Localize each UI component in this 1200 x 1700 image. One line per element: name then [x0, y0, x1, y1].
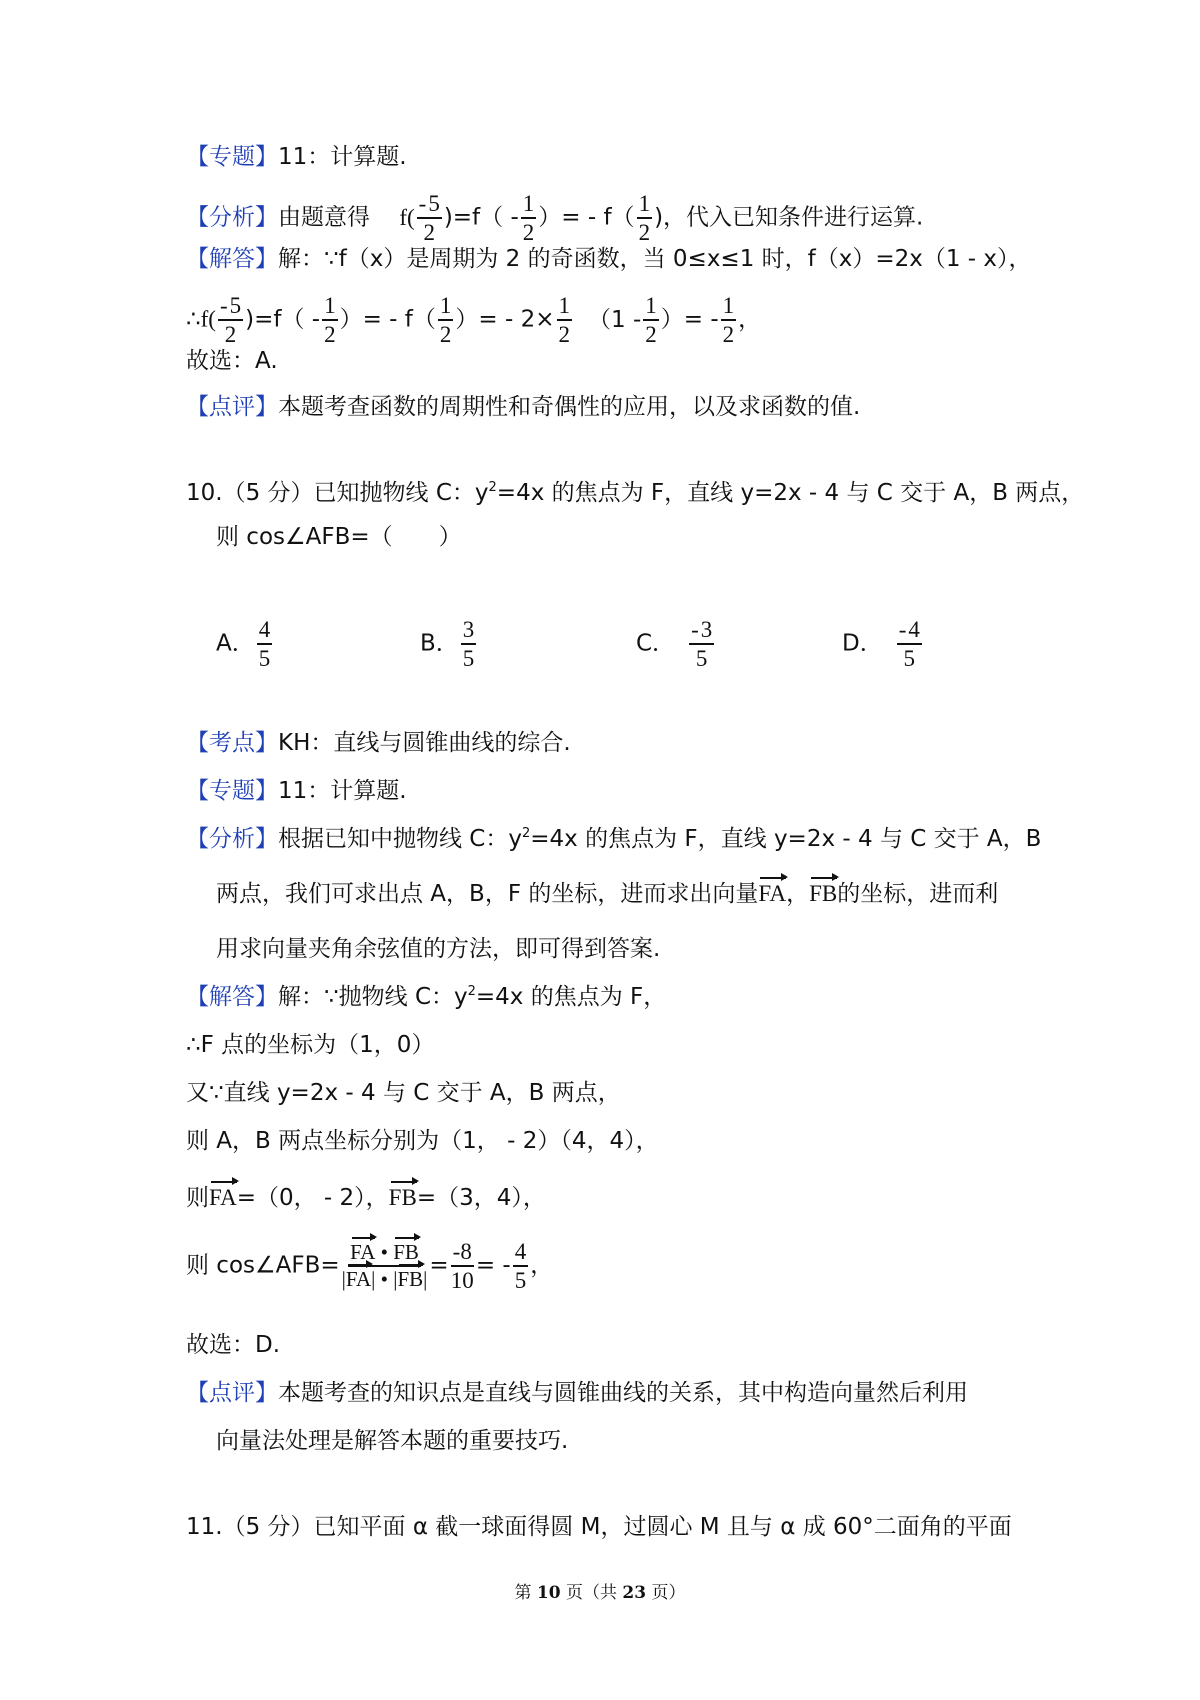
abs-bar: | [341, 1267, 346, 1291]
fraction: $\frac{1}{2}$ [722, 293, 735, 347]
fraction: $\frac{4}{5}$ [258, 617, 271, 671]
q10-solve-line-3: 又∵直线 y=2x - 4 与 C 交于 A，B 两点， [186, 1080, 621, 1106]
analysis-text: )，代入已知条件进行运算. [654, 204, 924, 231]
q10-comment-line-2: 向量法处理是解答本题的重要技巧. [216, 1428, 569, 1454]
option-label: D． [842, 630, 883, 657]
solve-text: 解：∵抛物线 C：y [278, 984, 468, 1010]
comment-text: 本题考查函数的周期性和奇偶性的应用，以及求函数的值. [278, 394, 861, 420]
fraction: $\frac{-8}{10}$ [450, 1239, 474, 1293]
solve-text: )=f（ - [245, 306, 321, 333]
option-a[interactable] [216, 618, 274, 670]
q10-stem-2: 则 cos∠AFB=（ ） [216, 524, 462, 550]
solve-text: =4x 的焦点为 F， [475, 984, 667, 1010]
func-f: f( [399, 204, 415, 230]
option-label: C． [636, 630, 676, 657]
q9-analysis-line [186, 192, 923, 244]
option-d[interactable] [842, 618, 924, 670]
comment-tag: 【点评】 [186, 394, 278, 420]
func-f: f( [200, 306, 216, 332]
analysis-text: 两点，我们可求出点 A，B，F 的坐标，进而求出向量 [216, 881, 759, 907]
q9-solve-line [186, 248, 1032, 271]
analysis-text: ）= - f（ [538, 204, 635, 231]
footer-text: 页） [646, 1583, 686, 1603]
solve-text: =（0， - 2）， [236, 1185, 389, 1211]
footer-text: 第 [514, 1583, 537, 1603]
solve-text: = [429, 1252, 449, 1279]
q10-analysis-line-3: 用求向量夹角余弦值的方法，即可得到答案. [216, 936, 661, 962]
vector-fa: FA [758, 881, 787, 906]
page-total: 23 [622, 1583, 647, 1603]
superscript: 2 [488, 480, 497, 495]
fraction: $\frac{1}{2}$ [558, 293, 570, 347]
q9-topic-line [186, 146, 407, 169]
footer-text: 页（共 [560, 1583, 623, 1603]
solve-text: ）= - [660, 306, 719, 333]
page-footer [0, 1578, 1200, 1603]
option-label: A． [216, 630, 255, 657]
solve-text: ）= - 2× [455, 306, 555, 333]
comment-text: 本题考查的知识点是直线与圆锥曲线的关系，其中构造向量然后利用 [278, 1380, 968, 1406]
q11-stem: 11.（5 分）已知平面 α 截一球面得圆 M，过圆心 M 且与 α 成 60°二面角的平面 [186, 1514, 1012, 1540]
vector-fa: FA [350, 1240, 376, 1264]
q9-solve-line-2 [186, 294, 761, 346]
q10-solve-line-5 [186, 1186, 546, 1210]
point-text: KH：直线与圆锥曲线的综合. [278, 730, 571, 756]
fraction: $\frac{3}{5}$ [462, 617, 475, 671]
q9-choice: 故选：A. [186, 348, 278, 374]
fraction: $\frac{1}{2}$ [638, 191, 651, 245]
q10-solve-line-2: ∴F 点的坐标为（1，0） [186, 1032, 435, 1058]
option-label: B． [420, 630, 459, 657]
solve-text: = - [475, 1252, 511, 1279]
topic-tag: 【专题】 [186, 144, 278, 170]
q10-solve-line [186, 986, 666, 1009]
superscript: 2 [467, 984, 476, 999]
option-c[interactable] [636, 618, 716, 670]
cos-fraction [342, 1242, 428, 1290]
topic-tag: 【专题】 [186, 778, 278, 804]
comment-tag: 【点评】 [186, 1380, 278, 1406]
q9-comment-line [186, 396, 860, 419]
q10-comment-line [186, 1382, 968, 1405]
q10-analysis-line [186, 828, 1041, 851]
analysis-text: 根据已知中抛物线 C：y [278, 826, 522, 852]
solve-text: ， [738, 306, 762, 333]
solve-tag: 【解答】 [186, 246, 278, 272]
q10-solve-line-4: 则 A，B 两点坐标分别为（1， - 2）（4，4）， [186, 1128, 659, 1154]
q10-analysis-line-2 [216, 882, 998, 906]
fraction: $\frac{1}{2}$ [645, 293, 657, 347]
solve-text: 解：∵f（x）是周期为 2 的奇函数，当 0≤x≤1 时，f（x）=2x（1 - x）， [278, 246, 1032, 272]
dot-operator: • [380, 1267, 388, 1291]
fraction: $\frac{4}{5}$ [514, 1239, 527, 1293]
topic-text: 11：计算题. [278, 144, 407, 170]
solve-text: （1 - [588, 306, 642, 333]
vector-fb: FB [388, 1185, 417, 1210]
fraction: - $\frac{3}{5}$ [689, 618, 714, 670]
analysis-text: 由题意得 [278, 204, 370, 231]
vector-fb: FB [393, 1240, 419, 1264]
abs-bar: | [371, 1267, 376, 1291]
superscript: 2 [521, 826, 531, 841]
solve-text: ）= - f（ [339, 306, 436, 333]
analysis-text: ， [786, 881, 810, 907]
therefore-symbol: ∴ [186, 306, 201, 333]
vector-fb: FB [397, 1267, 424, 1291]
q10-point-line [186, 732, 571, 755]
point-tag: 【考点】 [186, 730, 278, 756]
analysis-tag: 【分析】 [186, 204, 278, 231]
analysis-text: )=f（ - [443, 204, 519, 231]
fraction: $\frac{1}{2}$ [522, 191, 535, 245]
stem-text: =4x 的焦点为 F，直线 y=2x - 4 与 C 交于 A，B 两点， [496, 480, 1085, 506]
fraction: $\frac{1}{2}$ [439, 293, 452, 347]
vector-fa: FA [345, 1267, 372, 1291]
solve-text: =（3，4）， [416, 1185, 546, 1211]
analysis-text: =4x 的焦点为 F，直线 y=2x - 4 与 C 交于 A，B [530, 826, 1042, 852]
option-b[interactable] [420, 618, 478, 670]
fraction: - $\frac{4}{5}$ [897, 618, 922, 670]
solve-text: 则 cos∠AFB= [186, 1252, 340, 1279]
topic-text: 11：计算题. [278, 778, 407, 804]
page-number: 10 [536, 1583, 561, 1603]
q10-choice: 故选：D. [186, 1332, 281, 1358]
stem-text: 10.（5 分）已知抛物线 C：y [186, 480, 489, 506]
fraction: - $\frac{5}{2}$ [417, 192, 442, 244]
fraction: - $\frac{5}{2}$ [218, 294, 243, 346]
q10-solve-line-6 [186, 1240, 553, 1292]
q10-stem [186, 482, 1084, 505]
solve-text: 则 [186, 1185, 209, 1211]
q10-topic-line [186, 780, 407, 803]
solve-text: ， [530, 1252, 554, 1279]
vector-fa: FA [209, 1185, 237, 1210]
abs-bar: | [393, 1267, 398, 1291]
dot-operator: • [380, 1240, 388, 1264]
fraction: $\frac{1}{2}$ [324, 293, 336, 347]
analysis-tag: 【分析】 [186, 826, 278, 852]
vector-fb: FB [809, 881, 838, 906]
solve-tag: 【解答】 [186, 984, 278, 1010]
abs-bar: | [423, 1267, 428, 1291]
analysis-text: 的坐标，进而利 [837, 881, 999, 907]
